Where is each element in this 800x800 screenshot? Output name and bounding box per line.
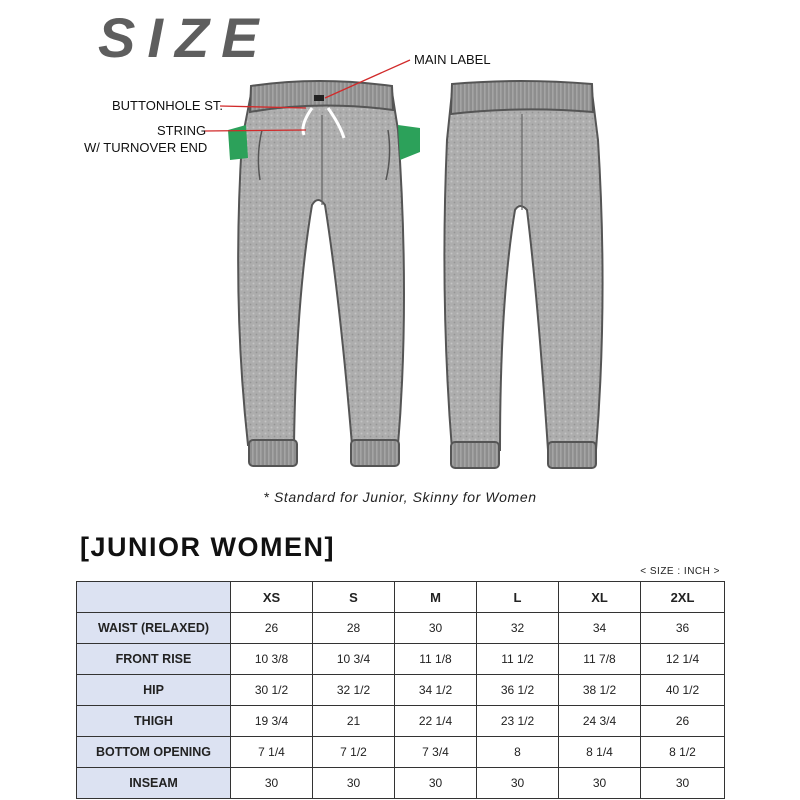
table-cell: 28 [313, 613, 395, 644]
string-callout-detail: W/ TURNOVER END [84, 140, 208, 155]
section-title: [JUNIOR WOMEN] [80, 532, 335, 562]
table-cell: 11 1/8 [395, 644, 477, 675]
table-header-row [77, 582, 725, 613]
buttonhole-callout: BUTTONHOLE ST. [112, 98, 224, 113]
front-pants-illustration [228, 81, 420, 466]
table-cell: 23 1/2 [477, 706, 559, 737]
table-cell: 30 [641, 768, 725, 799]
table-cell: 22 1/4 [395, 706, 477, 737]
table-cell: 8 1/4 [559, 737, 641, 768]
table-cell: 7 3/4 [395, 737, 477, 768]
table-row [77, 644, 725, 675]
size-header: 2XL [641, 582, 725, 613]
size-header: XL [559, 582, 641, 613]
size-header: XS [231, 582, 313, 613]
table-row [77, 706, 725, 737]
table-cell: 30 1/2 [231, 675, 313, 706]
table-corner-cell [77, 582, 231, 613]
table-cell: 36 [641, 613, 725, 644]
table-cell: 11 1/2 [477, 644, 559, 675]
table-cell: 38 1/2 [559, 675, 641, 706]
unit-note: < SIZE : INCH > [640, 566, 720, 577]
size-chart-table [76, 581, 725, 799]
table-cell: 7 1/2 [313, 737, 395, 768]
table-cell: 8 1/2 [641, 737, 725, 768]
table-cell: 7 1/4 [231, 737, 313, 768]
table-cell: 12 1/4 [641, 644, 725, 675]
page-title: SIZE [98, 6, 271, 69]
right-tab-icon [398, 125, 420, 160]
table-cell: 34 1/2 [395, 675, 477, 706]
table-cell: 10 3/4 [313, 644, 395, 675]
table-row [77, 675, 725, 706]
table-cell: 40 1/2 [641, 675, 725, 706]
table-cell: 26 [641, 706, 725, 737]
table-cell: 24 3/4 [559, 706, 641, 737]
measurement-label: FRONT RISE [77, 644, 231, 675]
table-cell: 36 1/2 [477, 675, 559, 706]
table-cell: 30 [231, 768, 313, 799]
table-cell: 30 [313, 768, 395, 799]
table-cell: 30 [395, 613, 477, 644]
table-row [77, 768, 725, 799]
table-cell: 19 3/4 [231, 706, 313, 737]
table-cell: 32 [477, 613, 559, 644]
table-cell: 10 3/8 [231, 644, 313, 675]
size-header: L [477, 582, 559, 613]
table-cell: 32 1/2 [313, 675, 395, 706]
measurement-label: BOTTOM OPENING [77, 737, 231, 768]
measurement-label: HIP [77, 675, 231, 706]
table-cell: 11 7/8 [559, 644, 641, 675]
table-cell: 8 [477, 737, 559, 768]
back-pants-illustration [444, 81, 602, 468]
measurement-label: WAIST (RELAXED) [77, 613, 231, 644]
string-callout: STRING [157, 123, 207, 138]
table-cell: 26 [231, 613, 313, 644]
main-label-callout: MAIN LABEL [414, 52, 491, 67]
table-cell: 30 [395, 768, 477, 799]
measurement-label: THIGH [77, 706, 231, 737]
table-cell: 34 [559, 613, 641, 644]
table-row [77, 613, 725, 644]
measurement-label: INSEAM [77, 768, 231, 799]
table-cell: 21 [313, 706, 395, 737]
table-row [77, 737, 725, 768]
table-cell: 30 [559, 768, 641, 799]
fit-note: * Standard for Junior, Skinny for Women [263, 489, 537, 505]
size-header: S [313, 582, 395, 613]
table-cell: 30 [477, 768, 559, 799]
size-header: M [395, 582, 477, 613]
